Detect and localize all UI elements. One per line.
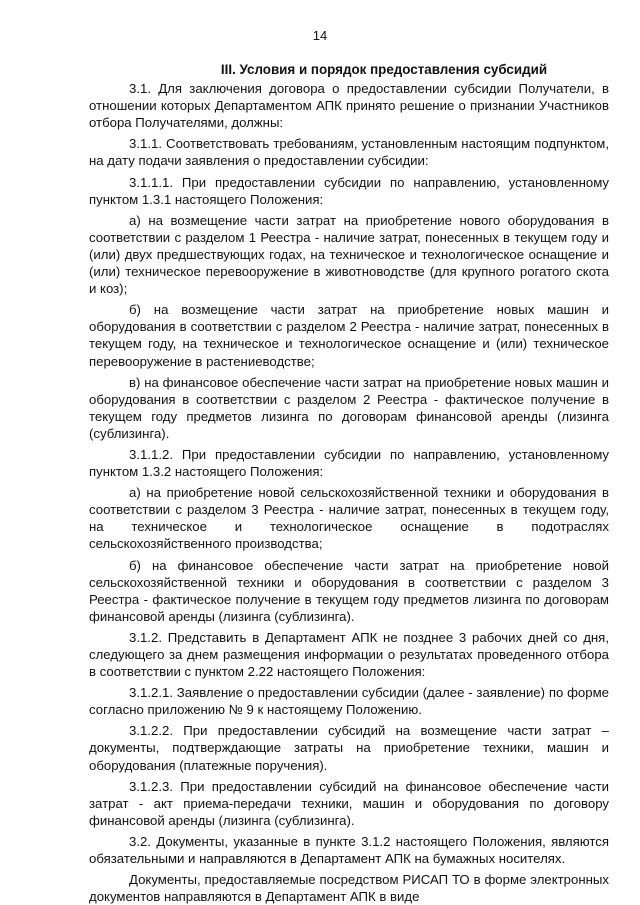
paragraph: 3.1.1.2. При предоставлении субсидии по направлению, установленному пунктом 1.3.2 настоящего Положения: xyxy=(89,446,609,480)
paragraph: 3.1. Для заключения договора о предоставлении субсидии Получатели, в отношении которых Департаментом АПК принято решение о признании Участников отбора Получателями, должны: xyxy=(89,81,609,131)
paragraph: в) на финансовое обеспечение части затрат на приобретение новых машин и оборудования в соответствии с разделом 2 Реестра - фактическое получение в текущем году предметов лизинга по договорам финансовой аренды (лизинга (сублизинга). xyxy=(89,374,609,441)
paragraph: а) на возмещение части затрат на приобретение нового оборудования в соответствии с разделом 1 Реестра - наличие затрат, понесенных в текущем году и (или) двух предшествующих годах, на техническое и технологическое оснащение и (или) техническое перевооружение в животноводстве (для крупного рогатого скота и коз); xyxy=(89,212,609,297)
paragraph: 3.2. Документы, указанные в пункте 3.1.2 настоящего Положения, являются обязательными и направляются в Департамент АПК на бумажных носителях. xyxy=(89,833,609,867)
paragraph: б) на возмещение части затрат на приобретение новых машин и оборудования в соответствии с разделом 2 Реестра - наличие затрат, понесенных в текущем году, на техническое и технологическое оснащение и (или) техническое перевооружение в растениеводстве; xyxy=(89,302,609,369)
page-number: 14 xyxy=(312,28,328,43)
paragraph: а) на приобретение новой сельскохозяйственной техники и оборудования в соответствии с разделом 3 Реестра - наличие затрат, понесенных в текущем году, на техническое и технологическое оснащение в подотраслях сельскохозяйственного производства; xyxy=(89,485,609,552)
section-heading: III. Условия и порядок предоставления субсидий xyxy=(220,62,548,77)
paragraph: 3.1.2.3. При предоставлении субсидий на финансовое обеспечение части затрат - акт приема-передачи техники, машин и оборудования по договору финансовой аренды (лизинга (сублизинга). xyxy=(89,778,609,828)
paragraph: 3.1.2.2. При предоставлении субсидий на возмещение части затрат – документы, подтверждающие затраты на приобретение техники, машин и оборудования (платежные поручения). xyxy=(89,723,609,773)
paragraph: 3.1.1. Соответствовать требованиям, установленным настоящим подпунктом, на дату подачи заявления о предоставлении субсидии: xyxy=(89,136,609,169)
paragraph: б) на финансовое обеспечение части затрат на приобретение новой сельскохозяйственной техники и оборудования в соответствии с разделом 3 Реестра - фактическое получение в текущем году предметов лизинга по договорам финансовой аренды (лизинга (сублизинга). xyxy=(89,557,609,624)
paragraph: 3.1.2.1. Заявление о предоставлении субсидии (далее - заявление) по форме согласно приложению № 9 к настоящему Положению. xyxy=(89,685,609,718)
paragraph: 3.1.2. Представить в Департамент АПК не позднее 3 рабочих дней со дня, следующего за днем размещения информации о результатах проведенного отбора в соответствии с пунктом 2.22 настоящего Положения: xyxy=(89,629,609,680)
document-body xyxy=(89,61,609,905)
paragraph: 3.1.1.1. При предоставлении субсидии по направлению, установленному пунктом 1.3.1 настоящего Положения: xyxy=(89,174,609,207)
paragraph: Документы, предоставляемые посредством РИСАП ТО в форме электронных документов направляются в Департамент АПК в виде xyxy=(89,872,609,905)
